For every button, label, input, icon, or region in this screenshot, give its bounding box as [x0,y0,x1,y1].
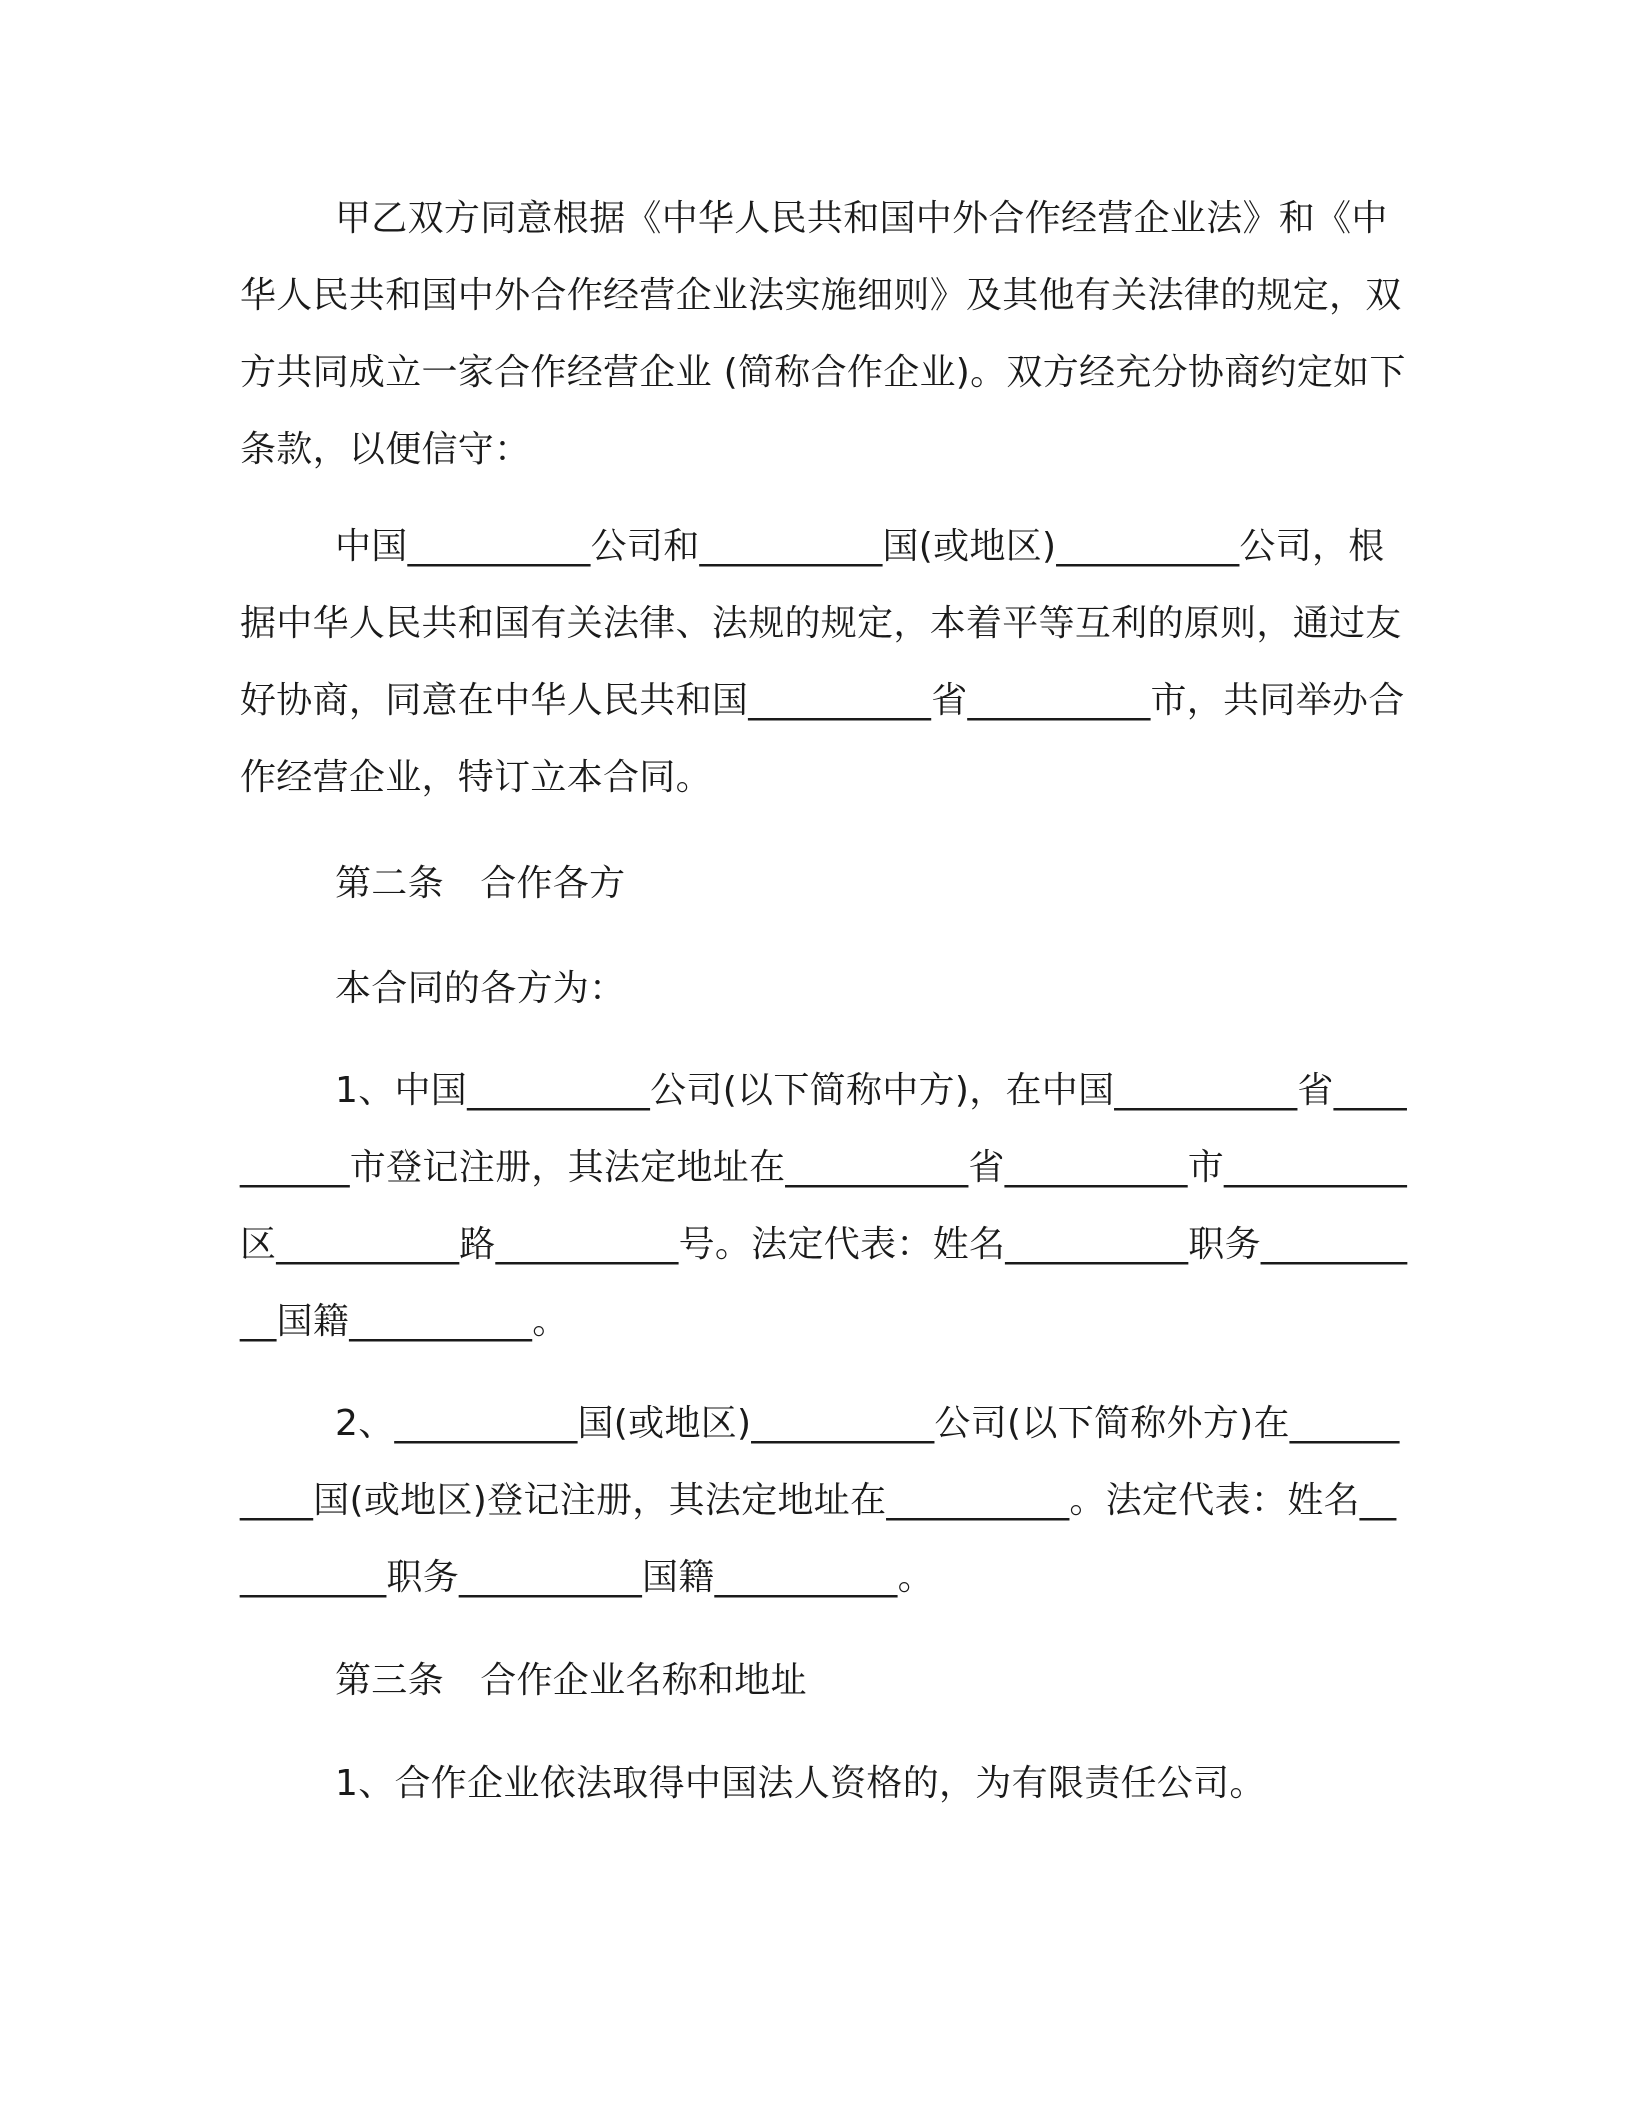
article-2-item-2: 2、__________国(或地区)__________公司(以下简称外方)在__________国(或地区)登记注册，其法定地址在__________。法定代表：姓名__________职务__________国籍__________。 [240,1403,1400,1598]
article-3-item-1: 1、合作企业依法取得中国法人资格的，为有限责任公司。 [335,1763,1266,1804]
article-2-heading: 第二条 合作各方 [335,863,626,904]
article-2-intro: 本合同的各方为： [335,968,626,1009]
intro-paragraph: 甲乙双方同意根据《中华人民共和国中外合作经营企业法》和《中华人民共和国中外合作经营企业法实施细则》及其他有关法律的规定，双方共同成立一家合作经营企业 (简称合作企业)。双方经充分协商约定如下条款，以便信守： [240,198,1406,470]
article-2-item-1: 1、中国__________公司(以下简称中方)，在中国__________省__________市登记注册，其法定地址在__________省__________市__________区__________路__________号。法定代表：姓名__________职务__________国籍__________。 [240,1070,1408,1342]
parties-intro-paragraph: 中国__________公司和__________国(或地区)__________公司，根据中华人民共和国有关法律、法规的规定，本着平等互利的原则，通过友好协商，同意在中华人民共和国__________省__________市，共同举办合作经营企业，特订立本合同。 [240,526,1405,798]
article-3-heading: 第三条 合作企业名称和地址 [335,1660,807,1701]
